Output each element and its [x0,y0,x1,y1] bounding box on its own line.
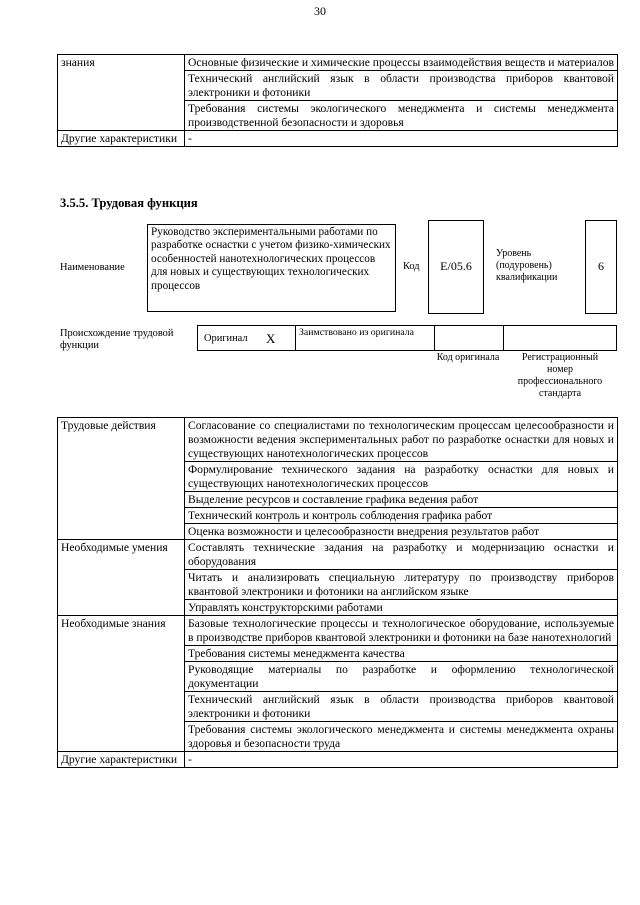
requirement-item: Требования системы экологического менеджмента и системы менеджмента охраны здоровья и безопасности труда [185,722,618,752]
code-original-caption: Код оригинала [436,352,500,363]
table-row [58,616,618,646]
requirement-item: Технический контроль и контроль соблюдения графика работ [185,508,618,524]
table-row [58,540,618,570]
requirement-item: - [185,131,618,147]
function-requirements-table [57,417,618,768]
row-label: Другие характеристики [58,131,185,147]
name-label: Наименование [60,262,125,273]
requirement-item: Технический английский язык в области производства приборов квантовой электроники и фотоники [185,71,618,101]
table-row [58,131,618,147]
requirement-item: Базовые технологические процессы и технологическое оборудование, используемые в производстве приборов квантовой электроники и фотоники на базе нанотехнологий [185,616,618,646]
row-label: Необходимые умения [58,540,185,616]
row-label: Другие характеристики [58,752,185,768]
original-code-cell [434,326,504,350]
function-name-value: Руководство экспериментальными работами по разработке оснастки с учетом физико-химических особенностей нанотехнологических процессов для новых и существующих технологических процессов [147,224,396,312]
requirement-item: Формулирование технического задания на разработку оснастки для новых и существующих нанотехнологических процессов [185,462,618,492]
requirement-item: Составлять технические задания на разработку и модернизацию оснастки и оборудования [185,540,618,570]
requirement-item: Технический английский язык в области производства приборов квантовой электроники и фотоники [185,692,618,722]
origin-label: Происхождение трудовой функции [60,328,174,351]
original-label: Оригинал [204,333,248,344]
reg-number-caption: Регистрационный номер профессионального стандарта [517,352,603,399]
table-row [58,418,618,462]
requirement-item: Основные физические и химические процессы взаимодействия веществ и материалов [185,55,618,71]
code-label: Код [403,261,420,272]
qualification-level-label: Уровень (подуровень) квалификации [496,248,558,283]
qualification-level-value: 6 [585,220,617,314]
table-row [58,752,618,768]
knowledge-table-continued [57,54,618,147]
requirement-item: - [185,752,618,768]
row-label: Необходимые знания [58,616,185,752]
origin-table [197,325,617,351]
requirement-item: Управлять конструкторскими работами [185,600,618,616]
reg-number-cell [503,326,616,350]
requirement-item: Читать и анализировать специальную литературу по производству приборов квантовой электроники и фотоники на английском языке [185,570,618,600]
requirement-item: Требования системы экологического менеджмента и системы менеджмента производственной безопасности и здоровья [185,101,618,131]
function-code-value: E/05.6 [428,220,484,314]
original-cell [198,326,296,350]
requirement-item: Руководящие материалы по разработке и оформлению технологической документации [185,662,618,692]
borrowed-label: Заимствовано из оригинала [299,327,414,338]
page-number: 30 [314,4,326,18]
requirement-item: Выделение ресурсов и составление графика ведения работ [185,492,618,508]
row-label: Трудовые действия [58,418,185,540]
requirement-item: Согласование со специалистами по технологическим процессам целесообразности и возможности ведения экспериментальных работ по разработке оснастки для новых и существующих нанотехнологических процессов [185,418,618,462]
original-mark: X [266,331,276,346]
row-label: знания [58,55,185,131]
table-row [58,55,618,71]
requirement-item: Оценка возможности и целесообразности внедрения результатов работ [185,524,618,540]
section-heading: 3.5.5. Трудовая функция [60,196,198,210]
requirement-item: Требования системы менеджмента качества [185,646,618,662]
